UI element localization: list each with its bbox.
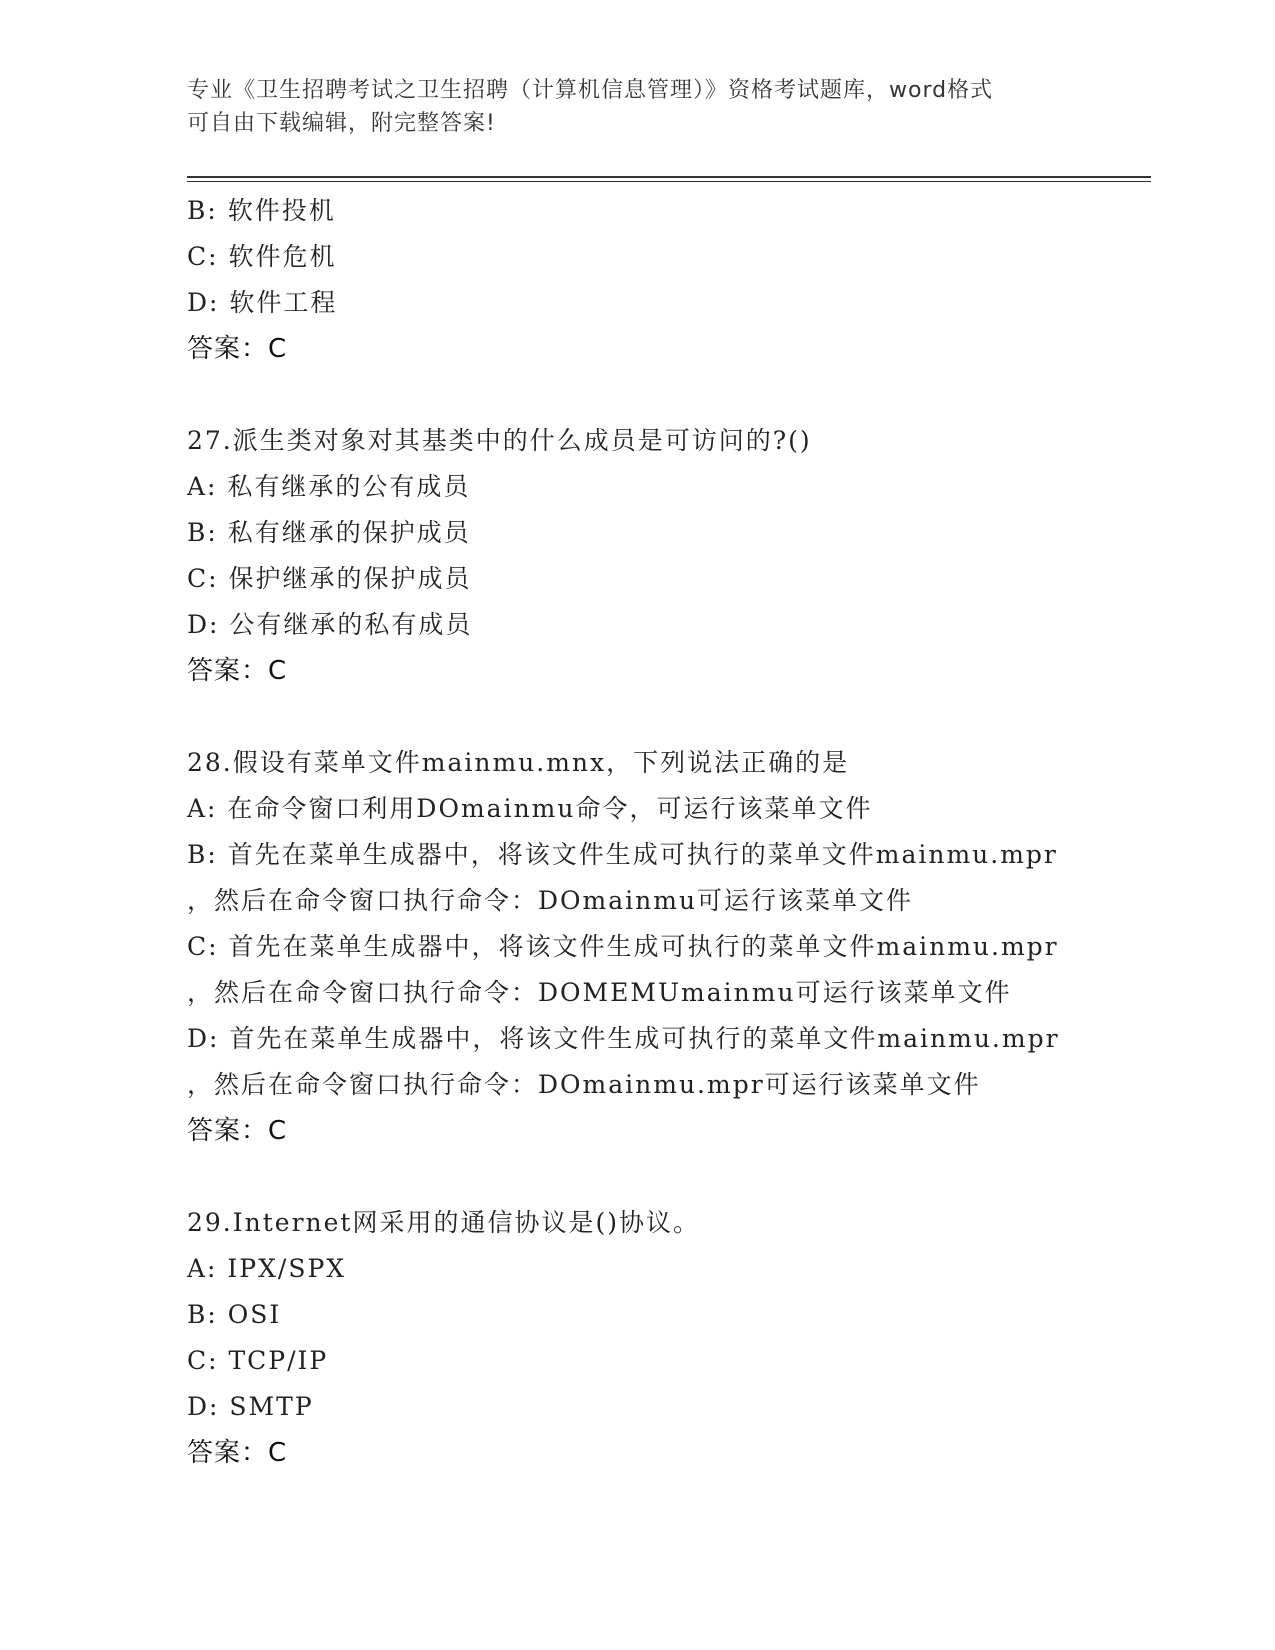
- header-line-1: 专业《卫生招聘考试之卫生招聘（计算机信息管理）》资格考试题库，word格式: [187, 78, 994, 103]
- answer: 答案：C: [187, 656, 288, 686]
- option-d-line-2: ，然后在命令窗口执行命令：DOmainmu.mpr可运行该菜单文件: [187, 1070, 981, 1099]
- spacer: [187, 372, 1151, 418]
- option-d: D: 公有继承的私有成员: [187, 610, 473, 639]
- option-d: D: SMTP: [187, 1392, 314, 1421]
- spacer: [187, 1154, 1151, 1200]
- answer: 答案：C: [187, 334, 288, 364]
- answer: 答案：C: [187, 1116, 288, 1146]
- page-header: [187, 74, 1067, 140]
- option-b-line-2: ，然后在命令窗口执行命令：DOmainmu可运行该菜单文件: [187, 886, 914, 915]
- option-c-line-1: C: 首先在菜单生成器中，将该文件生成可执行的菜单文件mainmu.mpr: [187, 932, 1059, 961]
- question-text: 28.假设有菜单文件mainmu.mnx，下列说法正确的是: [187, 748, 850, 777]
- option-c: C: 软件危机: [187, 242, 337, 271]
- option-b: B: 私有继承的保护成员: [187, 518, 471, 547]
- option-b: B: OSI: [187, 1300, 282, 1329]
- question-26: [187, 188, 1151, 372]
- option-d: D: 软件工程: [187, 288, 338, 317]
- spacer: [187, 694, 1151, 740]
- option-b-line-1: B: 首先在菜单生成器中，将该文件生成可执行的菜单文件mainmu.mpr: [187, 840, 1058, 869]
- option-a: A: 在命令窗口利用DOmainmu命令，可运行该菜单文件: [187, 794, 873, 823]
- option-d-line-1: D: 首先在菜单生成器中，将该文件生成可执行的菜单文件mainmu.mpr: [187, 1024, 1060, 1053]
- option-b: B: 软件投机: [187, 196, 336, 225]
- option-c: C: 保护继承的保护成员: [187, 564, 472, 593]
- question-text: 27.派生类对象对其基类中的什么成员是可访问的?(): [187, 426, 812, 455]
- question-text: 29.Internet网采用的通信协议是()协议。: [187, 1208, 700, 1237]
- option-c: C: TCP/IP: [187, 1346, 329, 1375]
- header-rule-thin: [187, 181, 1151, 182]
- option-c-line-2: ，然后在命令窗口执行命令：DOMEMUmainmu可运行该菜单文件: [187, 978, 1012, 1007]
- answer: 答案：C: [187, 1438, 288, 1468]
- question-29: [187, 1200, 1151, 1476]
- header-rule-thick: [187, 176, 1151, 178]
- question-27: [187, 418, 1151, 694]
- question-list: [187, 188, 1151, 1476]
- option-a: A: 私有继承的公有成员: [187, 472, 471, 501]
- question-28: [187, 740, 1151, 1154]
- option-a: A: IPX/SPX: [187, 1254, 347, 1283]
- header-line-2: 可自由下载编辑，附完整答案!: [187, 111, 496, 136]
